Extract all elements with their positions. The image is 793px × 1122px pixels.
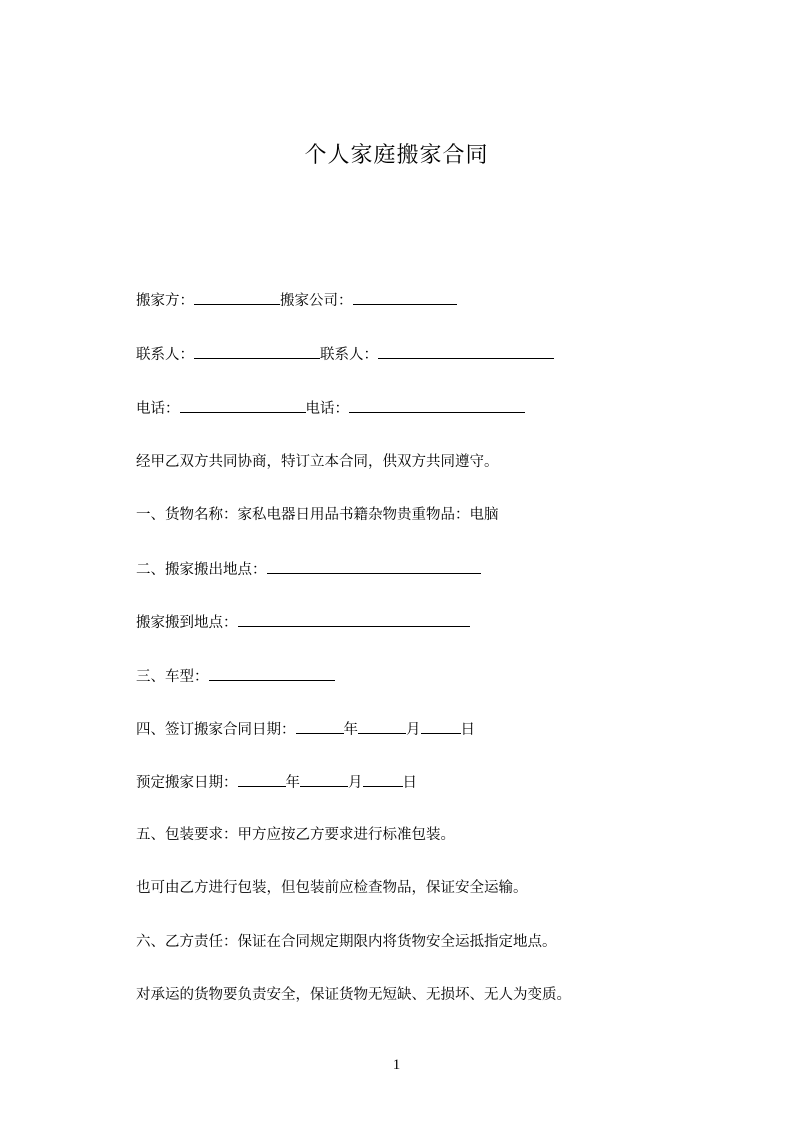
item6-responsibility: 六、乙方责任：保证在合同规定期限内将货物安全运抵指定地点。 xyxy=(136,934,557,950)
contacts-line xyxy=(136,344,554,365)
sign-month-blank[interactable] xyxy=(358,719,406,734)
sign-day-label: 日 xyxy=(460,722,475,738)
planned-year-blank[interactable] xyxy=(238,772,286,787)
destination-blank[interactable] xyxy=(238,612,470,627)
planned-year-label: 年 xyxy=(285,775,300,791)
item5-packaging-cont: 也可由乙方进行包装，但包装前应检查物品，保证安全运输。 xyxy=(136,880,528,896)
contact2-label: 联系人： xyxy=(320,347,378,363)
planned-month-blank[interactable] xyxy=(300,772,348,787)
sign-year-label: 年 xyxy=(343,722,358,738)
phone2-label: 电话： xyxy=(305,401,349,417)
mover-party-blank[interactable] xyxy=(194,290,280,305)
phones-line xyxy=(136,398,525,419)
planned-date-label: 预定搬家日期： xyxy=(136,775,238,791)
mover-party-label: 搬家方： xyxy=(136,293,194,309)
phone1-label: 电话： xyxy=(136,401,180,417)
item3-vehicle-line xyxy=(136,666,335,687)
sign-year-blank[interactable] xyxy=(296,719,344,734)
vehicle-label: 三、车型： xyxy=(136,669,209,685)
document-title: 个人家庭搬家合同 xyxy=(304,143,489,168)
planned-day-blank[interactable] xyxy=(363,772,403,787)
destination-line xyxy=(136,612,470,633)
item4-sign-date-line xyxy=(136,719,475,740)
contact1-label: 联系人： xyxy=(136,347,194,363)
origin-label: 二、搬家搬出地点： xyxy=(136,562,267,578)
sign-day-blank[interactable] xyxy=(421,719,461,734)
phone1-blank[interactable] xyxy=(180,398,306,413)
origin-blank[interactable] xyxy=(267,559,481,574)
item6-responsibility-cont: 对承运的货物要负责安全，保证货物无短缺、无损坏、无人为变质。 xyxy=(136,987,571,1003)
item2-origin-line xyxy=(136,559,481,580)
contact1-blank[interactable] xyxy=(194,344,320,359)
parties-line xyxy=(136,290,457,311)
planned-month-label: 月 xyxy=(348,775,363,791)
planned-day-label: 日 xyxy=(402,775,417,791)
sign-month-label: 月 xyxy=(406,722,421,738)
vehicle-blank[interactable] xyxy=(209,666,335,681)
sign-date-label: 四、签订搬家合同日期： xyxy=(136,722,296,738)
phone2-blank[interactable] xyxy=(349,398,525,413)
contact2-blank[interactable] xyxy=(378,344,554,359)
item5-packaging: 五、包装要求：甲方应按乙方要求进行标准包装。 xyxy=(136,827,455,843)
company-blank[interactable] xyxy=(353,290,457,305)
planned-date-line xyxy=(136,772,417,793)
page-number: 1 xyxy=(392,1057,401,1073)
destination-label: 搬家搬到地点： xyxy=(136,615,238,631)
company-label: 搬家公司： xyxy=(280,293,353,309)
item1-goods: 一、货物名称：家私电器日用品书籍杂物贵重物品：电脑 xyxy=(136,507,499,523)
intro-paragraph: 经甲乙双方共同协商，特订立本合同，供双方共同遵守。 xyxy=(136,454,499,470)
